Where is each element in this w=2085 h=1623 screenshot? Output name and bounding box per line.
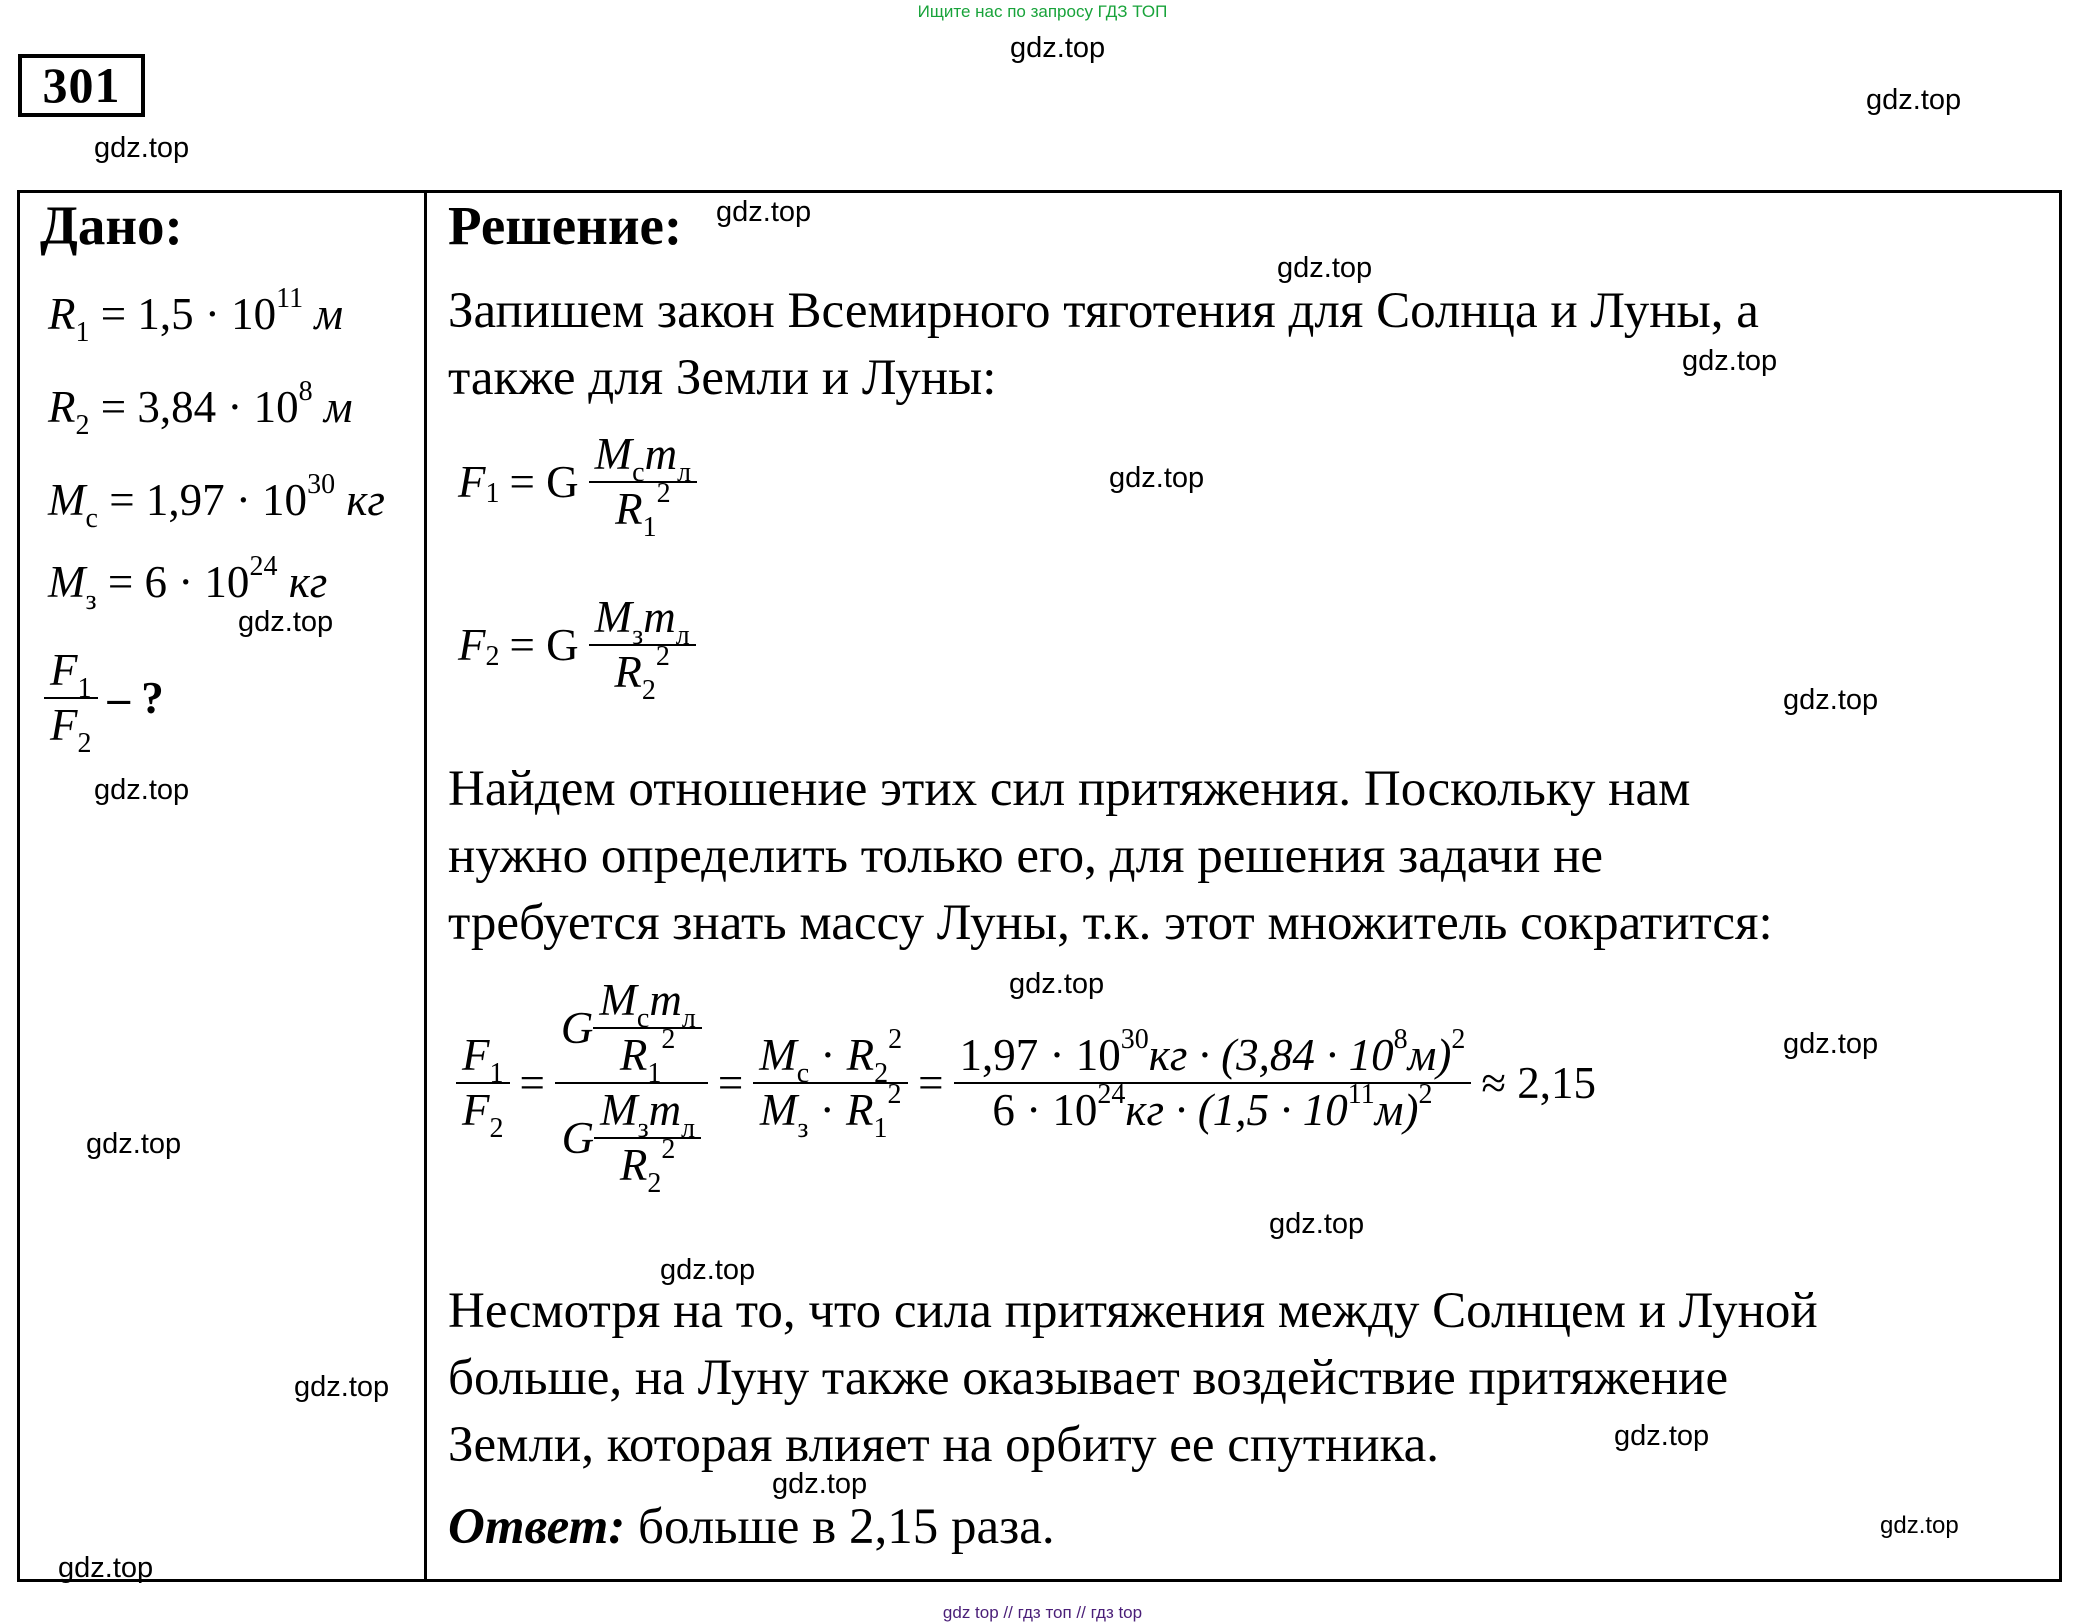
f2-den-sub: 2 bbox=[641, 675, 656, 706]
mz-value: = 6 · 10 bbox=[107, 557, 250, 607]
rs-Mz: M bbox=[759, 1085, 798, 1135]
watermark: gdz.top bbox=[1880, 1512, 1959, 1539]
rs-R1: R bbox=[845, 1085, 874, 1135]
f1-num-b: m bbox=[644, 429, 678, 479]
answer-line bbox=[448, 1494, 1055, 1561]
ratio-lhs bbox=[456, 1030, 510, 1144]
watermark: gdz.top bbox=[294, 1371, 390, 1403]
rn-den-exp: 24 bbox=[1097, 1079, 1126, 1110]
f2-eq-g: = G bbox=[509, 619, 579, 670]
ratio-lhs-den-sub: 2 bbox=[489, 1113, 504, 1144]
ratio-eq-1: = bbox=[519, 1057, 545, 1108]
find-den-sub: 2 bbox=[77, 728, 92, 759]
watermark: gdz.top bbox=[86, 1128, 182, 1160]
f1-den-exp: 2 bbox=[656, 478, 671, 509]
para1-line1: Запишем закон Всемирного тяготения для Солнца и Луны, а bbox=[448, 283, 1759, 339]
rn-den-tail: м) bbox=[1374, 1085, 1419, 1135]
r2-unit: м bbox=[323, 382, 353, 432]
mz-exp: 24 bbox=[249, 551, 278, 582]
f1-lhs: F bbox=[458, 456, 486, 507]
footer-links: gdz top // гдз топ // гдз top bbox=[942, 1603, 1143, 1622]
given-r2 bbox=[48, 376, 353, 441]
rt-m-sub: л bbox=[681, 1003, 696, 1034]
rb-R-exp: 2 bbox=[661, 1134, 676, 1165]
ratio-top-g: G bbox=[560, 1002, 594, 1053]
rb-M: M bbox=[600, 1085, 638, 1135]
given-title: Дано: bbox=[40, 195, 183, 256]
rn-num-exp: 30 bbox=[1120, 1024, 1149, 1055]
watermark: gdz.top bbox=[94, 774, 190, 806]
watermark: gdz.top bbox=[772, 1468, 868, 1500]
f1-eq-g: = G bbox=[509, 456, 579, 507]
mz-unit: кг bbox=[288, 557, 328, 607]
f2-num-b-sub: л bbox=[675, 620, 690, 651]
rb-M-sub: з bbox=[637, 1113, 649, 1144]
rt-M: M bbox=[599, 975, 637, 1025]
watermark: gdz.top bbox=[1783, 1028, 1879, 1060]
watermark: gdz.top bbox=[1783, 684, 1879, 716]
given-mc bbox=[48, 469, 385, 534]
formula-ratio bbox=[456, 975, 1606, 1199]
ratio-compound bbox=[555, 975, 708, 1199]
ratio-eq-3: = bbox=[918, 1057, 944, 1108]
rs-dot-1: · bbox=[820, 1030, 836, 1080]
ratio-lhs-num-sub: 1 bbox=[489, 1058, 504, 1089]
find-num-symbol: F bbox=[50, 645, 78, 695]
mc-exp: 30 bbox=[307, 469, 336, 500]
f2-num-b: m bbox=[643, 592, 676, 642]
rs-R2-sub: 2 bbox=[874, 1058, 889, 1089]
rt-R-exp: 2 bbox=[661, 1024, 676, 1055]
watermark: gdz.top bbox=[238, 606, 334, 638]
rn-den-mid: кг · (1,5 · 10 bbox=[1125, 1085, 1348, 1135]
given-mz bbox=[48, 551, 328, 616]
ratio-result: ≈ 2,15 bbox=[1481, 1057, 1597, 1108]
mc-sub: с bbox=[85, 503, 98, 534]
watermark: gdz.top bbox=[94, 132, 190, 164]
para2-line2: нужно определить только его, для решения задачи не bbox=[448, 828, 1604, 884]
watermark: gdz.top bbox=[1010, 32, 1106, 64]
watermark: gdz.top bbox=[1109, 462, 1205, 494]
rb-m: m bbox=[648, 1085, 682, 1135]
f2-num-a-sub: з bbox=[632, 620, 644, 651]
mc-unit: кг bbox=[346, 475, 385, 525]
given-r1 bbox=[48, 283, 344, 348]
rs-R2: R bbox=[846, 1030, 875, 1080]
r1-sub: 1 bbox=[75, 317, 90, 348]
mz-symbol: M bbox=[48, 557, 86, 607]
f2-lhs: F bbox=[458, 619, 486, 670]
para3-line2: больше, на Луну также оказывает воздействие притяжение bbox=[448, 1350, 1729, 1406]
rn-num-val: 1,97 · 10 bbox=[959, 1030, 1121, 1080]
r1-exp: 11 bbox=[276, 283, 304, 314]
r2-value: = 3,84 · 10 bbox=[100, 382, 299, 432]
rb-R: R bbox=[619, 1140, 648, 1190]
rb-R-sub: 2 bbox=[647, 1168, 662, 1199]
watermark: gdz.top bbox=[1682, 345, 1778, 377]
f1-num-a: M bbox=[594, 429, 633, 479]
ratio-top-frac bbox=[593, 975, 701, 1089]
f2-fraction bbox=[589, 592, 696, 706]
rs-R2-exp: 2 bbox=[888, 1024, 903, 1055]
answer-label: Ответ: bbox=[448, 1499, 626, 1555]
rt-M-sub: с bbox=[636, 1003, 650, 1034]
search-hint: Ищите нас по запросу ГДЗ ТОП bbox=[917, 2, 1168, 21]
watermark: gdz.top bbox=[1866, 84, 1962, 116]
f1-fraction bbox=[589, 429, 697, 543]
rs-Mc: M bbox=[759, 1030, 797, 1080]
ratio-simplified bbox=[753, 1024, 908, 1144]
mz-sub: з bbox=[85, 585, 97, 616]
find-question: – ? bbox=[107, 672, 164, 723]
f1-lhs-sub: 1 bbox=[485, 478, 500, 509]
rs-dot-2: · bbox=[819, 1085, 835, 1135]
f2-den: R bbox=[614, 647, 642, 697]
f1-num-b-sub: л bbox=[677, 457, 692, 488]
para3-line1: Несмотря на то, что сила притяжения между Солнцем и Луной bbox=[448, 1283, 1818, 1339]
watermark: gdz.top bbox=[716, 196, 812, 228]
mc-symbol: M bbox=[48, 475, 86, 525]
watermark: gdz.top bbox=[58, 1552, 154, 1584]
ratio-bot-frac bbox=[594, 1085, 701, 1199]
ratio-lhs-den: F bbox=[462, 1085, 490, 1135]
watermark: gdz.top bbox=[660, 1254, 756, 1286]
f1-den: R bbox=[615, 484, 643, 534]
ratio-numeric bbox=[954, 1024, 1472, 1135]
rt-m: m bbox=[649, 975, 682, 1025]
para1-line2: также для Земли и Луны: bbox=[448, 350, 997, 406]
rs-Mz-sub: з bbox=[797, 1113, 809, 1144]
watermark: gdz.top bbox=[1009, 968, 1105, 1000]
ratio-lhs-num: F bbox=[462, 1030, 490, 1080]
r2-symbol: R bbox=[48, 382, 76, 432]
r2-exp: 8 bbox=[298, 376, 313, 407]
rs-R1-sub: 1 bbox=[873, 1113, 888, 1144]
rs-Mc-sub: с bbox=[796, 1058, 810, 1089]
formula-f1 bbox=[458, 429, 697, 543]
find-num-sub: 1 bbox=[77, 673, 92, 704]
ratio-bot-g: G bbox=[561, 1112, 595, 1163]
ratio-eq-2: = bbox=[717, 1057, 744, 1108]
given-find bbox=[44, 645, 174, 759]
watermark: gdz.top bbox=[1269, 1208, 1365, 1240]
r1-symbol: R bbox=[48, 289, 76, 339]
f1-den-sub: 1 bbox=[642, 512, 657, 543]
f2-num-a: M bbox=[594, 592, 633, 642]
rt-R-sub: 1 bbox=[647, 1058, 662, 1089]
solution-title: Решение: bbox=[448, 195, 683, 256]
rb-m-sub: л bbox=[681, 1113, 696, 1144]
rn-den-exp2: 11 bbox=[1347, 1079, 1375, 1110]
rn-num-tail: м) bbox=[1407, 1030, 1452, 1080]
column-divider bbox=[424, 190, 427, 1582]
r1-value: = 1,5 · 10 bbox=[100, 289, 277, 339]
para2-line3: требуется знать массу Луны, т.к. этот множитель сократится: bbox=[448, 895, 1773, 951]
find-den-symbol: F bbox=[50, 700, 78, 750]
mc-value: = 1,97 · 10 bbox=[109, 475, 308, 525]
f2-den-exp: 2 bbox=[655, 641, 670, 672]
watermark: gdz.top bbox=[1614, 1420, 1710, 1452]
formula-f2 bbox=[458, 592, 696, 706]
rn-num-mid: кг · (3,84 · 10 bbox=[1148, 1030, 1394, 1080]
rn-num-exp2: 8 bbox=[1393, 1024, 1408, 1055]
rn-den-sq: 2 bbox=[1418, 1079, 1433, 1110]
rn-den-val: 6 · 10 bbox=[992, 1085, 1098, 1135]
rn-num-sq: 2 bbox=[1451, 1024, 1466, 1055]
find-fraction bbox=[44, 645, 98, 759]
problem-number: 301 bbox=[18, 54, 145, 117]
r1-unit: м bbox=[314, 289, 344, 339]
rt-R: R bbox=[619, 1030, 648, 1080]
f2-lhs-sub: 2 bbox=[485, 641, 500, 672]
r2-sub: 2 bbox=[75, 410, 90, 441]
rs-R1-exp: 2 bbox=[887, 1079, 902, 1110]
f1-num-a-sub: с bbox=[632, 457, 645, 488]
watermark: gdz.top bbox=[1277, 252, 1373, 284]
para2-line1: Найдем отношение этих сил притяжения. Поскольку нам bbox=[448, 761, 1691, 817]
para3-line3: Земли, которая влияет на орбиту ее спутника. bbox=[448, 1417, 1439, 1473]
answer-text: больше в 2,15 раза. bbox=[638, 1499, 1055, 1555]
